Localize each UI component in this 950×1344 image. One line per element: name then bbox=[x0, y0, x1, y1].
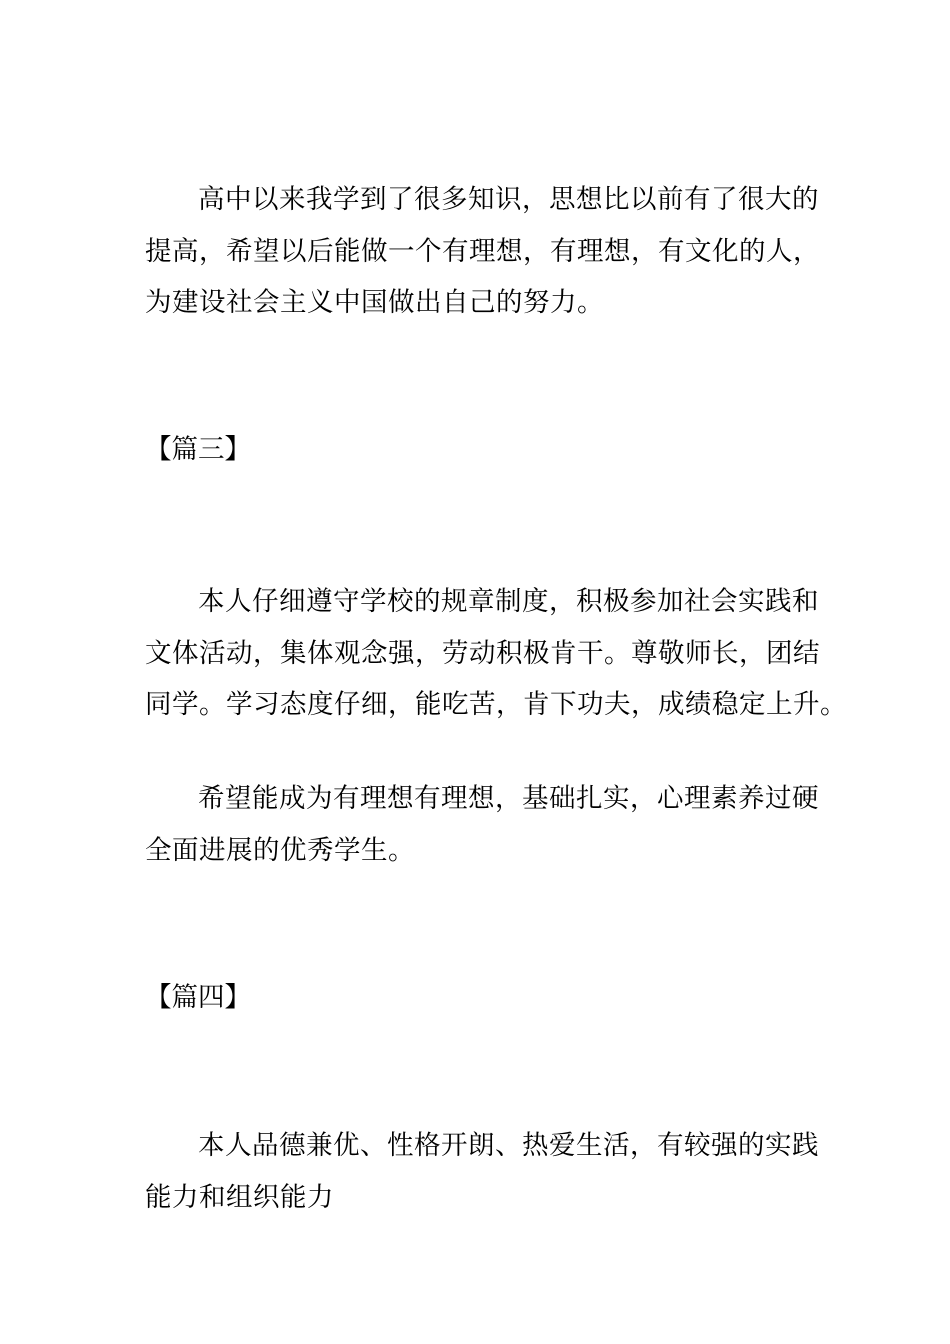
paragraph-line: 全面进展的优秀学生。 bbox=[145, 834, 415, 866]
paragraph-1 bbox=[145, 174, 820, 329]
paragraph-line: 高中以来我学到了很多知识，思想比以前有了很大的 bbox=[198, 184, 819, 215]
paragraph-3 bbox=[145, 773, 819, 876]
paragraph-4 bbox=[145, 1120, 819, 1223]
section-heading-4: 【篇四】 bbox=[145, 982, 251, 1013]
paragraph-line: 文体活动，集体观念强，劳动积极肯干。尊敬师长，团结 bbox=[145, 637, 820, 669]
paragraph-2 bbox=[145, 576, 847, 731]
paragraph-line: 提高，希望以后能做一个有理想，有理想，有文化的人， bbox=[145, 235, 820, 267]
paragraph-line: 本人品德兼优、性格开朗、热爱生活，有较强的实践 bbox=[198, 1130, 819, 1161]
section-heading-3: 【篇三】 bbox=[145, 434, 251, 465]
paragraph-line: 同学。学习态度仔细，能吃苦，肯下功夫，成绩稳定上升。 bbox=[145, 689, 847, 720]
paragraph-line: 能力和组织能力 bbox=[145, 1181, 334, 1213]
paragraph-line: 希望能成为有理想有理想，基础扎实，心理素养过硬 bbox=[198, 783, 819, 814]
paragraph-line: 本人仔细遵守学校的规章制度，积极参加社会实践和 bbox=[198, 586, 819, 617]
paragraph-line: 为建设社会主义中国做出自己的努力。 bbox=[145, 287, 604, 318]
